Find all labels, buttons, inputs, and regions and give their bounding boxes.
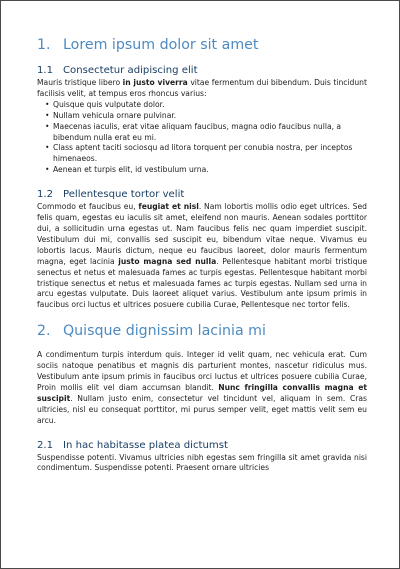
bullet-icon: •	[45, 165, 50, 175]
spacer	[37, 176, 367, 188]
section-title: Quisque dignissim lacinia mi	[63, 323, 266, 340]
text-run: vitae fermentum dui bibendum. Duis tincidunt facilisis velit, at tempus eros rhoncus varius:	[37, 78, 367, 98]
text-run: . Nullam justo enim, consectetur vel tincidunt vel, aliquam in sem. Cras ultricies, nisl eu consequat porttitor, mi purus semper velit, eget mattis velit sem eu arcu.	[37, 393, 367, 425]
subsection-title: Pellentesque tortor velit	[63, 189, 185, 201]
page-content	[37, 37, 367, 474]
section-1-heading	[37, 37, 367, 54]
paragraph-2	[37, 350, 367, 426]
paragraph-1-1	[37, 78, 367, 100]
list-item	[45, 100, 367, 111]
subsection-number: 1.1	[37, 65, 54, 76]
bold-text: justo magna sed nulla	[118, 256, 217, 266]
bold-text: in justo viverra	[122, 78, 188, 87]
section-number: 1.	[37, 37, 51, 53]
subsection-title: Consectetur adipiscing elit	[63, 65, 198, 76]
subsection-number: 2.1	[37, 439, 54, 451]
paragraph-2-1	[37, 453, 367, 475]
bullet-icon: •	[45, 110, 50, 120]
subsection-1-1-heading	[37, 64, 367, 77]
list-item-text: Maecenas iaculis, erat vitae aliquam faucibus, magna odio faucibus nulla, a bibendum nulla erat eu mi.	[53, 121, 342, 142]
list-item	[45, 111, 367, 122]
section-2-heading	[37, 323, 367, 340]
list-item	[45, 122, 367, 144]
list-item-text: Aenean et turpis elit, id vestibulum urna.	[53, 165, 209, 175]
bullet-icon: •	[45, 143, 50, 153]
bullet-list	[37, 100, 367, 176]
text-run: A condimentum turpis interdum quis. Integer id velit quam, nec vehicula erat. Cum sociis natoque penatibus et magnis dis parturient montes, nascetur ridiculus mus. Vestibulum ante ipsum primis in faucibus orci luctus et ultrices posuere cubilia Curae, Proin mollis elit vel diam accumsan blandit.	[37, 350, 367, 392]
list-item-text: Class aptent taciti sociosqu ad litora torquent per conubia nostra, per inceptos himenaeos.	[53, 143, 353, 164]
subsection-title: In hac habitasse platea dictumst	[63, 439, 228, 451]
text-run: Suspendisse potenti. Vivamus ultricies nibh egestas sem fringilla sit amet gravida nisi condimentum. Suspendisse potenti. Praesent ornare ultricies	[37, 452, 367, 473]
spacer	[37, 311, 367, 323]
bullet-icon: •	[45, 121, 50, 131]
list-item-text: Nullam vehicula ornare pulvinar.	[53, 110, 177, 120]
list-item	[45, 143, 367, 165]
section-title: Lorem ipsum dolor sit amet	[63, 37, 259, 53]
spacer	[37, 427, 367, 439]
subsection-2-1-heading	[37, 439, 367, 452]
list-item-text: Quisque quis vulputate dolor.	[53, 99, 165, 109]
text-run: Mauris tristique libero	[37, 78, 123, 87]
text-run: . Nam lobortis mollis odio eget ultrices. Sed felis quam, egestas eu iaculis sit amet, eleifend non mauris. Aenean sodales porttitor dui, a sollicitudin urna egestas ut. Nam faucibus felis nec quam imperdiet suscipit. Vestibulum dui mi, convallis sed suscipit eu, bibendum vitae neque. Vivamus eu lobortis lacus. Mauris dictum, neque eu faucibus laoreet, dolor mauris fermentum magna, eget lacinia	[37, 202, 367, 266]
bold-text: feugiat et nisl	[138, 202, 199, 212]
paragraph-1-2	[37, 202, 367, 311]
subsection-number: 1.2	[37, 189, 54, 201]
list-item	[45, 165, 367, 176]
section-number: 2.	[37, 323, 51, 340]
subsection-1-2-heading	[37, 188, 367, 201]
text-run: . Pellentesque habitant morbi tristique senectus et netus et malesuada fames ac turpis egestas. Pellentesque habitant morbi tristique senectus et netus et malesuada fames ac turpis egestas. Nullam sed urna in arcu egestas vulputate. Duis laoreet aliquet varius. Vestibulum ante ipsum primis in faucibus orci luctus et ultrices posuere cubilia Curae, Pellentesque nec tortor felis.	[37, 256, 367, 310]
text-run: Commodo et faucibus eu,	[37, 202, 139, 212]
bold-text: Nunc fringilla convallis magna et suscipit	[37, 382, 367, 403]
bullet-icon: •	[45, 99, 50, 109]
